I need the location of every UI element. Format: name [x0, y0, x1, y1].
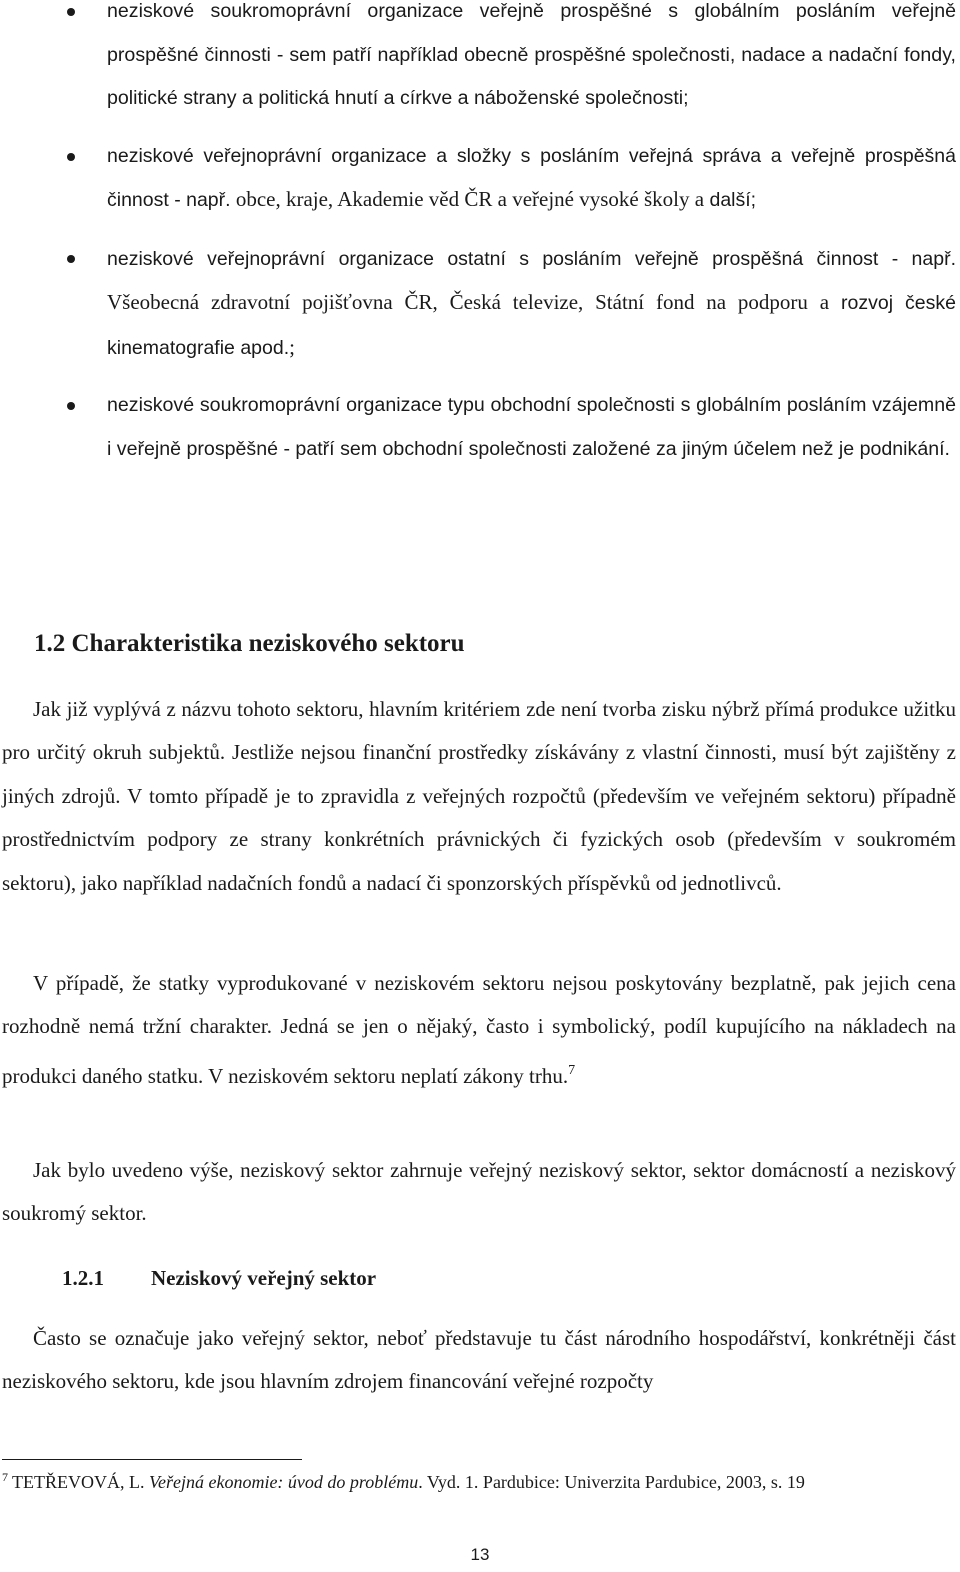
- paragraph: Jak již vyplývá z názvu tohoto sektoru, hlavním kritériem zde není tvorba zisku nýbrž přímá produkce užitku pro určitý okruh subjektů. Jestliže nejsou finanční prostředky získávány z vlastní činnosti, musí být zajištěny z jiných zdrojů. V tomto případě je to zpravidla z veřejných rozpočtů (především ve veřejném sektoru) případně prostřednictvím podpory ze strany konkrétních právnických či fyzických osob (především v soukromém sektoru), jako například nadačních fondů a nadací či sponzorských příspěvků od jednotlivců.: [2, 697, 956, 895]
- paragraph: [2, 962, 956, 1098]
- footnote-title: Veřejná ekonomie: úvod do problému: [148, 1472, 419, 1492]
- list-item-text: další;: [704, 189, 757, 211]
- bullet-icon: [67, 8, 75, 16]
- subsection-title: Neziskový veřejný sektor: [151, 1266, 377, 1290]
- list-item-text: neziskové veřejnoprávní organizace a složky s posláním veřejná správa a veřejně prospěšná činnost - např.: [107, 144, 956, 211]
- list-item: [0, 135, 960, 223]
- footnote-reference[interactable]: 7: [568, 1062, 576, 1078]
- footnote-number: 7: [2, 1470, 8, 1484]
- list-item: [0, 384, 960, 471]
- footnote: [2, 1470, 805, 1493]
- page-number: 13: [470, 1545, 490, 1564]
- bullet-icon: [67, 402, 75, 410]
- list-item-text: neziskové soukromoprávní organizace veřejně prospěšné s globálním posláním veřejně prospěšné činnosti - sem patří například obecně prospěšné společnosti, nadace a nadační fondy, politické strany a politická hnutí a církve a náboženské společnosti;: [107, 0, 956, 109]
- bullet-list: [0, 0, 960, 485]
- list-item: [0, 237, 960, 371]
- list-item-text: obce, kraje, Akademie věd ČR a veřejné vysoké školy a: [230, 187, 705, 211]
- footnote-divider: [2, 1459, 302, 1460]
- subsection-heading: [62, 1266, 376, 1291]
- list-item-text: Všeobecná zdravotní pojišťovna ČR, Česká televize, Státní fond na podporu a: [107, 290, 830, 314]
- paragraph: Jak bylo uvedeno výše, neziskový sektor zahrnuje veřejný neziskový sektor, sektor domácností a neziskový soukromý sektor.: [2, 1158, 956, 1226]
- list-item-text: neziskové soukromoprávní organizace typu obchodní společnosti s globálním posláním vzájemně i veřejně prospěšné - patří sem obchodní společnosti založené za jiným účelem než je podnikání.: [107, 394, 956, 460]
- bullet-icon: [67, 153, 75, 161]
- footnote-author: TETŘEVOVÁ, L.: [12, 1472, 149, 1492]
- list-item-text: ;: [289, 334, 295, 359]
- bullet-icon: [67, 255, 75, 263]
- paragraph-text: V případě, že statky vyprodukované v neziskovém sektoru nejsou poskytovány bezplatně, pak jejich cena rozhodně nemá tržní charakter. Jedná se jen o nějaký, často i symbolický, podíl kupujícího na nákladech na produkci daného statku. V neziskovém sektoru neplatí zákony trhu.: [2, 971, 956, 1088]
- list-item-text: rozvoj české kinematografie apod.: [107, 292, 957, 359]
- subsection-number: 1.2.1: [62, 1266, 104, 1290]
- footnote-details: . Vyd. 1. Pardubice: Univerzita Pardubice, 2003, s. 19: [418, 1472, 805, 1492]
- section-heading: 1.2 Charakteristika neziskového sektoru: [34, 630, 465, 657]
- list-item-text: neziskové veřejnoprávní organizace ostatní s posláním veřejně prospěšná činnost - např.: [107, 247, 956, 270]
- list-item: [0, 0, 960, 121]
- paragraph: Často se označuje jako veřejný sektor, neboť představuje tu část národního hospodářství, konkrétněji část neziskového sektoru, kde jsou hlavním zdrojem financování veřejné rozpočty: [2, 1326, 956, 1394]
